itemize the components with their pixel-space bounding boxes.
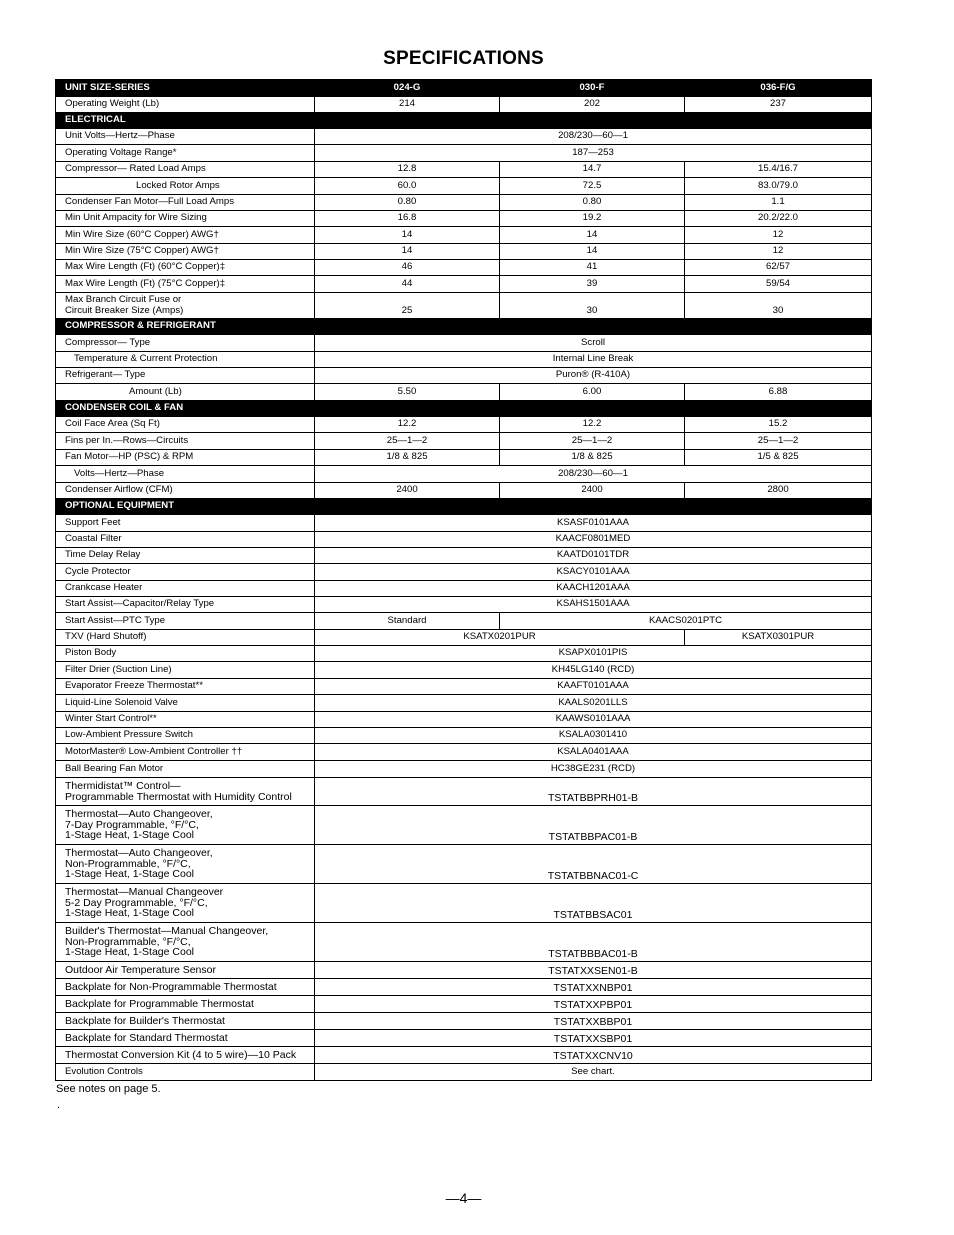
row-label: Max Wire Length (Ft) (75°C Copper)‡: [56, 276, 315, 293]
row-value: 62/57: [685, 260, 872, 276]
section-header-compressor: [56, 319, 872, 335]
table-row: [56, 761, 872, 778]
row-value: 12.2: [315, 417, 500, 433]
column-036-fg: 036-F/G: [685, 80, 872, 97]
unit-size-series-label: UNIT SIZE-SERIES: [56, 80, 315, 97]
row-label: Liquid-Line Solenoid Valve: [56, 695, 315, 712]
table-row: [56, 384, 872, 401]
row-value: 1/5 & 825: [685, 450, 872, 466]
row-value: 25—1—2: [685, 433, 872, 450]
row-value: TSTATBBPAC01-B: [315, 806, 872, 845]
table-row: [56, 145, 872, 162]
table-row: [56, 806, 872, 845]
row-value: 237: [685, 97, 872, 113]
table-row: [56, 293, 872, 319]
row-label: Amount (Lb): [56, 384, 315, 401]
table-row: [56, 227, 872, 244]
row-label: Piston Body: [56, 646, 315, 662]
row-value: 72.5: [500, 178, 685, 195]
row-label: Min Wire Size (75°C Copper) AWG†: [56, 244, 315, 260]
row-label: Backplate for Builder's Thermostat: [56, 1013, 315, 1030]
row-label: Thermostat—Manual Changeover 5-2 Day Programmable, °F/°C, 1-Stage Heat, 1-Stage Cool: [56, 884, 315, 923]
notes-reference: See notes on page 5.: [56, 1083, 161, 1095]
row-label: Support Feet: [56, 515, 315, 532]
row-value: TSTATXXBBP01: [315, 1013, 872, 1030]
table-row: [56, 564, 872, 581]
section-title: ELECTRICAL: [56, 113, 315, 129]
row-value: 25—1—2: [315, 433, 500, 450]
row-value: 208/230—60—1: [315, 129, 872, 145]
row-value: TSTATXXSBP01: [315, 1030, 872, 1047]
row-value: KAACH1201AAA: [315, 581, 872, 597]
row-value: KSAPX0101PIS: [315, 646, 872, 662]
row-value: 5.50: [315, 384, 500, 401]
table-row: [56, 923, 872, 962]
table-row: [56, 195, 872, 211]
table-row: [56, 1030, 872, 1047]
row-label: Refrigerant— Type: [56, 368, 315, 384]
table-row: [56, 548, 872, 564]
row-label: Backplate for Programmable Thermostat: [56, 996, 315, 1013]
row-value: 16.8: [315, 211, 500, 227]
row-value: 6.00: [500, 384, 685, 401]
table-row: [56, 597, 872, 613]
row-value: 60.0: [315, 178, 500, 195]
row-value: 14: [315, 244, 500, 260]
row-value: 1.1: [685, 195, 872, 211]
row-label: Fins per In.—Rows—Circuits: [56, 433, 315, 450]
row-label: Builder's Thermostat—Manual Changeover, Non-Programmable, °F/°C, 1-Stage Heat, 1-Stage Cool: [56, 923, 315, 962]
table-row: [56, 532, 872, 548]
row-value: 83.0/79.0: [685, 178, 872, 195]
table-row: [56, 162, 872, 178]
row-label: Locked Rotor Amps: [56, 178, 315, 195]
table-row: [56, 178, 872, 195]
row-value: TSTATBBNAC01-C: [315, 845, 872, 884]
table-row: [56, 129, 872, 145]
section-title: OPTIONAL EQUIPMENT: [56, 499, 315, 515]
row-value: KAAFT0101AAA: [315, 679, 872, 695]
row-value: KSATX0301PUR: [685, 630, 872, 646]
row-value: TSTATXXCNV10: [315, 1047, 872, 1064]
row-value: 30: [500, 293, 685, 319]
row-label: Ball Bearing Fan Motor: [56, 761, 315, 778]
row-label: Min Wire Size (60°C Copper) AWG†: [56, 227, 315, 244]
table-row: [56, 433, 872, 450]
row-value: 14: [500, 227, 685, 244]
row-value: TSTATBBBAC01-B: [315, 923, 872, 962]
table-row: [56, 335, 872, 352]
row-label: Operating Weight (Lb): [56, 97, 315, 113]
row-value: 12.8: [315, 162, 500, 178]
table-row: [56, 695, 872, 712]
row-value: See chart.: [315, 1064, 872, 1081]
row-value: KSALA0401AAA: [315, 744, 872, 761]
row-label: Condenser Fan Motor—Full Load Amps: [56, 195, 315, 211]
table-row: [56, 368, 872, 384]
row-label: Compressor— Type: [56, 335, 315, 352]
row-value: 15.2: [685, 417, 872, 433]
row-label: Coil Face Area (Sq Ft): [56, 417, 315, 433]
table-row: [56, 450, 872, 466]
row-label: Volts—Hertz—Phase: [56, 466, 315, 483]
row-label: Coastal Filter: [56, 532, 315, 548]
specifications-table: [55, 79, 872, 1081]
row-label: Unit Volts—Hertz—Phase: [56, 129, 315, 145]
section-title: COMPRESSOR & REFRIGERANT: [56, 319, 315, 335]
table-header-row: [56, 80, 872, 97]
row-label: Fan Motor—HP (PSC) & RPM: [56, 450, 315, 466]
row-value: KSAHS1501AAA: [315, 597, 872, 613]
row-value: 39: [500, 276, 685, 293]
table-row: [56, 97, 872, 113]
table-row: [56, 466, 872, 483]
row-label: Thermostat Conversion Kit (4 to 5 wire)—10 Pack: [56, 1047, 315, 1064]
row-value: 0.80: [315, 195, 500, 211]
row-value: TSTATXXNBP01: [315, 979, 872, 996]
row-value: 12.2: [500, 417, 685, 433]
table-row: [56, 712, 872, 728]
row-label: Backplate for Non-Programmable Thermostat: [56, 979, 315, 996]
table-row: [56, 845, 872, 884]
section-header-fill: [315, 113, 872, 129]
row-value: 20.2/22.0: [685, 211, 872, 227]
section-header-fill: [315, 401, 872, 417]
row-value: 44: [315, 276, 500, 293]
table-row: [56, 662, 872, 679]
row-label: Filter Drier (Suction Line): [56, 662, 315, 679]
page-number: —4—: [445, 1190, 482, 1206]
row-label: Operating Voltage Range*: [56, 145, 315, 162]
row-value: KH45LG140 (RCD): [315, 662, 872, 679]
row-value: Puron® (R-410A): [315, 368, 872, 384]
row-value: 25—1—2: [500, 433, 685, 450]
row-value: 12: [685, 244, 872, 260]
row-value: KAALS0201LLS: [315, 695, 872, 712]
table-row: [56, 744, 872, 761]
row-value: KSALA0301410: [315, 728, 872, 744]
row-label: Start Assist—PTC Type: [56, 613, 315, 630]
table-row: [56, 1047, 872, 1064]
section-title: CONDENSER COIL & FAN: [56, 401, 315, 417]
table-row: [56, 962, 872, 979]
column-024-g: 024-G: [315, 80, 500, 97]
row-label: Condenser Airflow (CFM): [56, 483, 315, 499]
row-value: 59/54: [685, 276, 872, 293]
row-value: 2800: [685, 483, 872, 499]
row-value: 14: [500, 244, 685, 260]
row-value: KAACF0801MED: [315, 532, 872, 548]
row-label: Winter Start Control**: [56, 712, 315, 728]
row-label: Time Delay Relay: [56, 548, 315, 564]
row-value: 14: [315, 227, 500, 244]
table-row: [56, 1064, 872, 1081]
row-label: Cycle Protector: [56, 564, 315, 581]
row-value: 187—253: [315, 145, 872, 162]
row-value: 202: [500, 97, 685, 113]
row-value: 15.4/16.7: [685, 162, 872, 178]
row-label: Min Unit Ampacity for Wire Sizing: [56, 211, 315, 227]
row-value: KAATD0101TDR: [315, 548, 872, 564]
row-label: Thermidistat™ Control— Programmable Thermostat with Humidity Control: [56, 778, 315, 806]
row-label: MotorMaster® Low-Ambient Controller ††: [56, 744, 315, 761]
table-row: [56, 646, 872, 662]
table-row: [56, 260, 872, 276]
row-label: Thermostat—Auto Changeover, 7-Day Programmable, °F/°C, 1-Stage Heat, 1-Stage Cool: [56, 806, 315, 845]
column-030-f: 030-F: [500, 80, 685, 97]
row-label: Low-Ambient Pressure Switch: [56, 728, 315, 744]
row-value: Internal Line Break: [315, 352, 872, 368]
section-header-fill: [315, 499, 872, 515]
row-value: KSASF0101AAA: [315, 515, 872, 532]
table-row: [56, 352, 872, 368]
table-row: [56, 276, 872, 293]
page-title: SPECIFICATIONS: [383, 48, 544, 69]
trailing-dot: .: [57, 1099, 61, 1111]
row-value: 1/8 & 825: [500, 450, 685, 466]
row-value: Scroll: [315, 335, 872, 352]
table-row: [56, 417, 872, 433]
row-value: KAACS0201PTC: [500, 613, 872, 630]
row-label: Evaporator Freeze Thermostat**: [56, 679, 315, 695]
row-value: 2400: [500, 483, 685, 499]
table-row: [56, 244, 872, 260]
row-value: KSACY0101AAA: [315, 564, 872, 581]
table-row: [56, 581, 872, 597]
row-label: Evolution Controls: [56, 1064, 315, 1081]
row-label: Compressor— Rated Load Amps: [56, 162, 315, 178]
section-header-electrical: [56, 113, 872, 129]
row-value: 12: [685, 227, 872, 244]
row-label: Max Wire Length (Ft) (60°C Copper)‡: [56, 260, 315, 276]
row-value: 208/230—60—1: [315, 466, 872, 483]
table-row: [56, 884, 872, 923]
row-label: Outdoor Air Temperature Sensor: [56, 962, 315, 979]
row-label: Crankcase Heater: [56, 581, 315, 597]
row-value: TSTATBBPRH01-B: [315, 778, 872, 806]
row-label: Start Assist—Capacitor/Relay Type: [56, 597, 315, 613]
table-row: [56, 996, 872, 1013]
row-value: 46: [315, 260, 500, 276]
row-value: KSATX0201PUR: [315, 630, 685, 646]
row-value: 41: [500, 260, 685, 276]
table-row: [56, 778, 872, 806]
row-value: KAAWS0101AAA: [315, 712, 872, 728]
row-value: TSTATXXPBP01: [315, 996, 872, 1013]
row-value: 25: [315, 293, 500, 319]
row-label: TXV (Hard Shutoff): [56, 630, 315, 646]
table-row: [56, 483, 872, 499]
table-row: [56, 515, 872, 532]
row-value: 30: [685, 293, 872, 319]
row-value: 1/8 & 825: [315, 450, 500, 466]
row-label: Thermostat—Auto Changeover, Non-Programmable, °F/°C, 1-Stage Heat, 1-Stage Cool: [56, 845, 315, 884]
section-header-optional: [56, 499, 872, 515]
table-row: [56, 728, 872, 744]
row-label: Temperature & Current Protection: [56, 352, 315, 368]
row-value: TSTATXXSEN01-B: [315, 962, 872, 979]
row-value: 14.7: [500, 162, 685, 178]
row-value: 2400: [315, 483, 500, 499]
table-row: [56, 211, 872, 227]
table-row: [56, 1013, 872, 1030]
row-value: TSTATBBSAC01: [315, 884, 872, 923]
row-value: 214: [315, 97, 500, 113]
row-value: Standard: [315, 613, 500, 630]
table-row: [56, 630, 872, 646]
table-row: [56, 613, 872, 630]
section-header-fill: [315, 319, 872, 335]
row-label: Max Branch Circuit Fuse or Circuit Breaker Size (Amps): [56, 293, 315, 319]
row-label: Backplate for Standard Thermostat: [56, 1030, 315, 1047]
row-value: HC38GE231 (RCD): [315, 761, 872, 778]
row-value: 6.88: [685, 384, 872, 401]
table-row: [56, 979, 872, 996]
row-value: 0.80: [500, 195, 685, 211]
row-value: 19.2: [500, 211, 685, 227]
table-row: [56, 679, 872, 695]
section-header-condenser: [56, 401, 872, 417]
